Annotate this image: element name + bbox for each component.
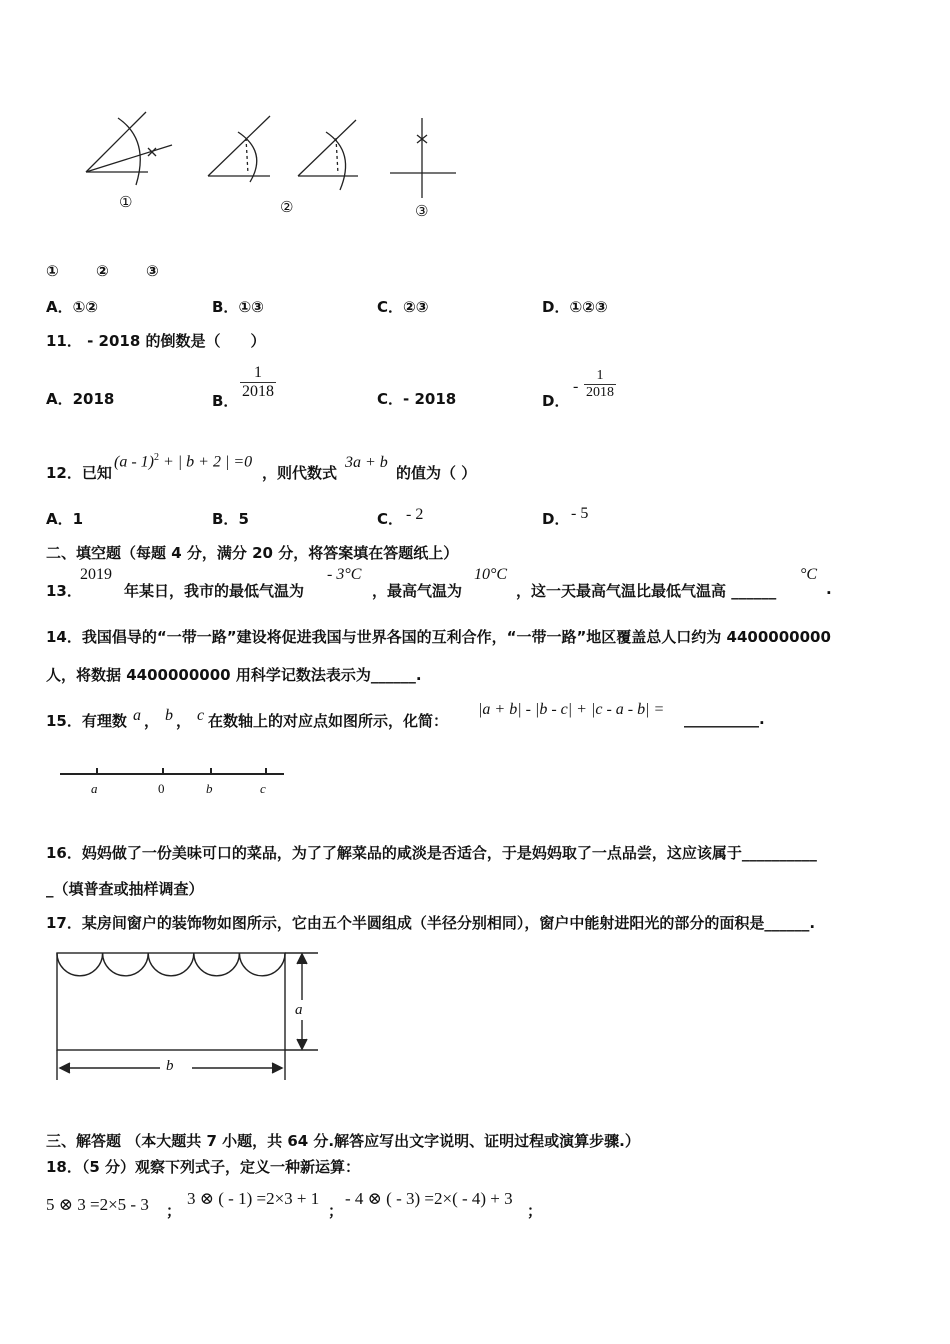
axis-label-b: b [206,781,213,796]
q15-mid: 在数轴上的对应点如图所示，化简： [208,712,449,730]
figure-label-2: ② [280,198,294,216]
q15-expression: |a + b| - |b - c| + |c - a - b| = [478,701,665,718]
window-label-a: a [295,1002,303,1018]
q11-option-a: A．2018 [46,390,115,408]
q18-example-1: 5 ⊗ 3 =2×5 - 3 [46,1195,149,1214]
axis-label-a: a [91,781,98,796]
axis-label-c: c [260,781,266,796]
q15-prefix: 15．有理数 [46,712,127,730]
q16-line-1: 16．妈妈做了一份美味可口的菜品，为了了解菜品的咸淡是否适合，于是妈妈取了一点品尝，这应该属于__________ [46,844,817,862]
q14-line-1: 14．我国倡导的“一带一路”建设将促进我国与世界各国的互利合作，“一带一路”地区覆盖总人口约为 4400000000 [46,628,831,646]
figure-label-3: ③ [415,202,429,220]
q16-line-2: _（填普查或抽样调查） [46,880,204,898]
q12-prefix: 12．已知 [46,464,112,482]
figure-label-1: ① [119,193,133,211]
q12-expression: 3a + b [345,454,388,471]
q12-option-c-letter: C． [377,510,404,528]
q10-option-d: D．①②③ [542,298,608,316]
q13-text-3: ，这一天最高气温比最低气温高 ______ [516,582,777,600]
axis-label-0: 0 [158,781,165,796]
circled-1: ① [46,262,59,280]
q15-var-b: b [165,707,173,724]
q13-high-temp: 10°C [474,566,508,583]
q15-var-a: a [133,707,141,724]
q13-unit: °C [800,566,818,583]
section-3-heading: 三、解答题 （本大题共 7 小题，共 64 分.解答应写出文字说明、证明过程或演算步骤.） [46,1132,640,1150]
q12-option-d-value: - 5 [571,505,589,522]
q12-suffix: 的值为（ ） [396,464,477,482]
q15-sep-2: ， [176,712,192,730]
q15-blank: __________. [684,710,765,728]
q11-option-d-sign: - [573,378,579,395]
window-label-b: b [166,1058,174,1074]
q12-option-a: A．1 [46,510,84,528]
q18-sep-1: ； [166,1202,182,1220]
q13-text-2: ，最高气温为 [372,582,463,600]
q11-option-d-fraction: $\frac{1}{2018}$ [586,368,614,400]
q11-option-d-letter: D． [542,392,570,410]
q18-sep-2: ； [328,1202,344,1220]
q13-low-temp: - 3°C [327,566,362,583]
q11-stem: 11． - 2018 的倒数是（ ） [46,332,266,350]
circled-2: ② [96,262,109,280]
q12-option-b: B．5 [212,510,249,528]
q13-year: 2019 [80,566,112,583]
q18-example-2: 3 ⊗ ( - 1) =2×3 + 1 [187,1189,320,1208]
q11-option-c: C．- 2018 [377,390,457,408]
q15-var-c: c [197,707,205,724]
section-2-heading: 二、填空题（每题 4 分，满分 20 分，将答案填在答题纸上） [46,544,459,562]
q12-mid: ，则代数式 [262,464,338,482]
q18-stem: 18．（5 分）观察下列式子，定义一种新运算： [46,1158,361,1176]
q12-option-c-value: - 2 [406,506,424,523]
q10-option-b: B．①③ [212,298,264,316]
q10-option-c: C．②③ [377,298,429,316]
q12-condition: (a - 1)$^2$ + | b + 2 | =0 [114,452,253,471]
q10-option-a: A．①② [46,298,99,316]
q18-sep-3: ； [527,1202,543,1220]
q13-number: 13． [46,582,82,600]
q13-end: . [826,580,832,598]
q13-text-1: 年某日，我市的最低气温为 [124,582,305,600]
q11-option-b-fraction: $\frac{1}{2018}$ [242,364,274,400]
q18-example-3: - 4 ⊗ ( - 3) =2×( - 4) + 3 [345,1189,513,1208]
circled-3: ③ [146,262,159,280]
q11-option-b-letter: B． [212,392,239,410]
q15-sep-1: ， [144,712,160,730]
q14-line-2: 人，将数据 4400000000 用科学记数法表示为______. [46,666,422,684]
q12-option-d-letter: D． [542,510,570,528]
q17-text: 17．某房间窗户的装饰物如图所示，它由五个半圆组成（半径分别相同），窗户中能射进阳光的部分的面积是______. [46,914,816,932]
